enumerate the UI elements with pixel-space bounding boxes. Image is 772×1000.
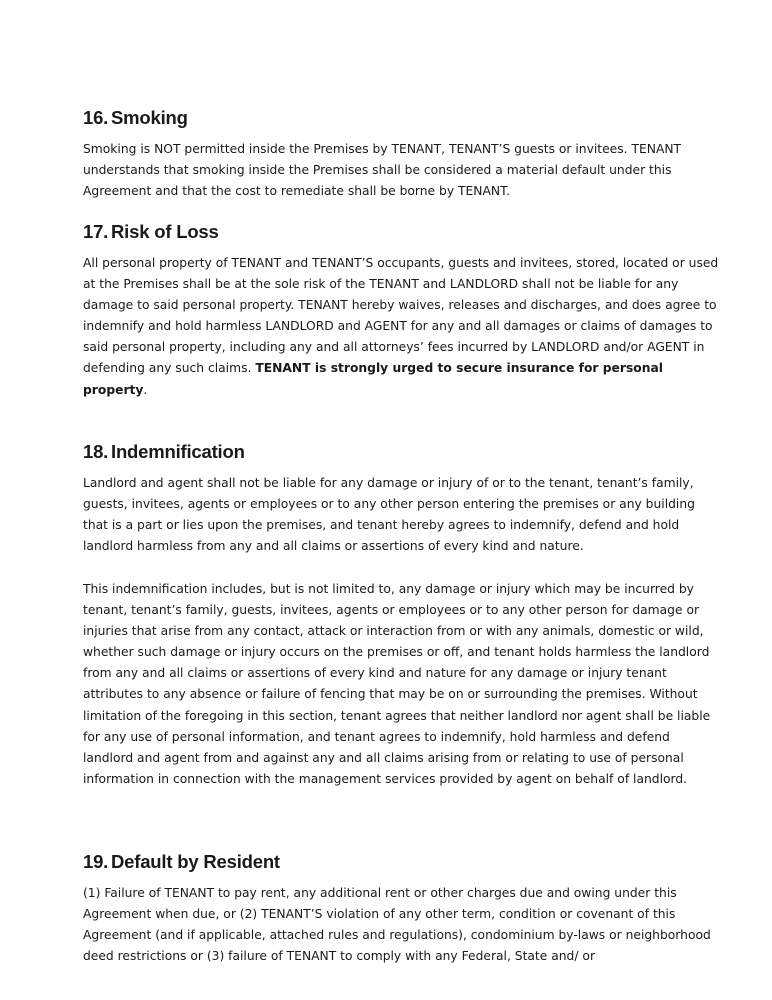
section-18-heading <box>83 441 245 463</box>
section-17-heading <box>83 221 219 243</box>
section-19-paragraph: (1) Failure of TENANT to pay rent, any additional rent or other charges due and owing under this Agreement when due, or (2) TENANT’S violation of any other term, condition or covenant of this Agreement (and if applicable, attached rules and regulations), condominium by-laws or neighborhood deed restrictions or (3) failure of TENANT to comply with any Federal, State and/ or <box>83 886 711 964</box>
section-17-number: 17. <box>83 221 109 242</box>
insurance-emphasis: TENANT is strongly urged to secure insurance for personal property <box>83 361 663 397</box>
section-18-number: 18. <box>83 441 109 462</box>
section-18-title: Indemnification <box>111 441 245 462</box>
section-17-title: Risk of Loss <box>111 221 219 242</box>
section-19-number: 19. <box>83 851 109 872</box>
section-16-number: 16. <box>83 107 109 128</box>
section-16-paragraph: Smoking is NOT permitted inside the Premises by TENANT, TENANT’S guests or invitees. TENANT understands that smoking inside the Premises shall be considered a material default under this Agreement and that the cost to remediate shall be borne by TENANT. <box>83 142 682 199</box>
section-18-paragraph-2: This indemnification includes, but is not limited to, any damage or injury which may be incurred by tenant, tenant’s family, guests, invitees, agents or employees or to any other person for damage or injuries that arise from any contact, attack or interaction from or with any animals, domestic or wild, whether such damage or injury occurs on the premises or off, and tenant holds harmless the landlord from any and all claims or assertions of every kind and nature for any damage or injury tenant attributes to any absence or failure of fencing that may be on or surrounding the premises. Without limitation of the foregoing in this section, tenant agrees that neither landlord nor agent shall be liable for any use of personal information, and tenant agrees to indemnify, hold harmless and defend landlord and agent from and against any and all claims arising from or relating to use of personal information in connection with the management services provided by agent on behalf of landlord. <box>83 582 711 786</box>
section-19-title: Default by Resident <box>111 851 280 872</box>
section-17-body-text: All personal property of TENANT and TENANT’S occupants, guests and invitees, stored, located or used at the Premises shall be at the sole risk of the TENANT and LANDLORD shall not be liable for any damage to said personal property. TENANT hereby waives, releases and discharges, and does agree to indemnify and hold harmless LANDLORD and AGENT for any and all damages or claims of damages to said personal property, including any and all attorneys’ fees incurred by LANDLORD and/or AGENT in defending any such claims. <box>83 256 719 376</box>
insurance-emphasis-period: . <box>143 382 148 397</box>
section-16-title: Smoking <box>111 107 188 128</box>
section-18-paragraph-1: Landlord and agent shall not be liable for any damage or injury of or to the tenant, tenant’s family, guests, invitees, agents or employees or to any other person entering the premises or any building that is a part or lies upon the premises, and tenant hereby agrees to indemnify, defend and hold landlord harmless from any and all claims or assertions of every kind and nature. <box>83 476 695 554</box>
section-19-heading <box>83 851 280 873</box>
section-16-heading <box>83 107 188 129</box>
section-17-paragraph <box>83 253 723 401</box>
